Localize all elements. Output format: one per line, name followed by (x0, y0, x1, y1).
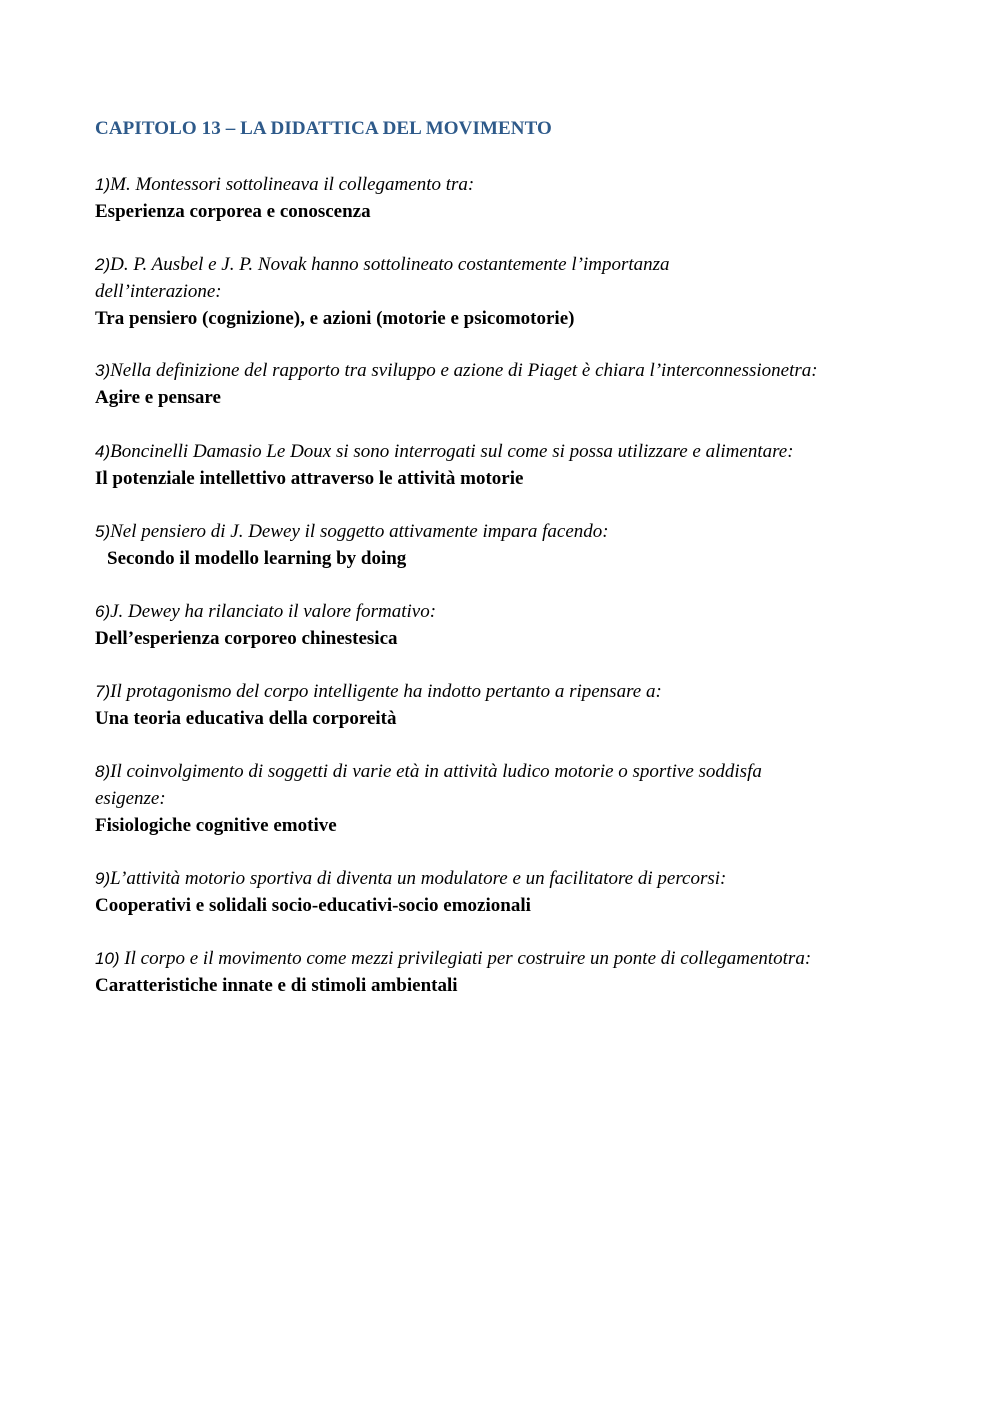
question-number: 6) (95, 602, 111, 621)
answer-text: Caratteristiche innate e di stimoli ambientali (95, 975, 458, 996)
question-item (95, 518, 895, 572)
answer-text: Il potenziale intellettivo attraverso le attività motorie (95, 468, 524, 489)
question-item (95, 598, 895, 652)
answer-text: Dell’esperienza corporeo chinestesica (95, 628, 398, 649)
question-item (95, 758, 895, 839)
question-text: 10) Il corpo e il movimento come mezzi privilegiati per costruire un ponte di collegamentotra: (95, 948, 812, 969)
answer-text: Una teoria educativa della corporeità (95, 708, 397, 729)
question-item (95, 865, 895, 919)
question-number: 3) (95, 361, 111, 380)
answer-text: Esperienza corporea e conoscenza (95, 201, 371, 222)
question-text: 2)D. P. Ausbel e J. P. Novak hanno sottolineato costantemente l’importanza (95, 254, 670, 275)
question-text: 7)Il protagonismo del corpo intelligente ha indotto pertanto a ripensare a: (95, 681, 662, 702)
question-text: 1)M. Montessori sottolineava il collegamento tra: (95, 174, 475, 195)
question-number: 9) (95, 869, 111, 888)
question-number: 7) (95, 682, 111, 701)
question-text-continued: esigenze: (95, 788, 166, 809)
question-number: 2) (95, 255, 111, 274)
chapter-title: CAPITOLO 13 – LA DIDATTICA DEL MOVIMENTO (95, 118, 552, 139)
question-item (95, 357, 895, 411)
question-text: 5)Nel pensiero di J. Dewey il soggetto attivamente impara facendo: (95, 521, 609, 542)
question-item (95, 678, 895, 732)
question-number: 4) (95, 442, 111, 461)
answer-text: Agire e pensare (95, 387, 221, 408)
question-item (95, 251, 895, 332)
question-text: 4)Boncinelli Damasio Le Doux si sono interrogati sul come si possa utilizzare e alimentare: (95, 441, 794, 462)
question-item (95, 945, 895, 999)
question-number: 10) (95, 949, 125, 968)
question-text: 9)L’attività motorio sportiva di diventa un modulatore e un facilitatore di percorsi: (95, 868, 727, 889)
question-number: 8) (95, 762, 111, 781)
answer-text: Secondo il modello learning by doing (107, 548, 407, 569)
question-number: 1) (95, 175, 111, 194)
question-item (95, 171, 895, 225)
question-text: 3)Nella definizione del rapporto tra sviluppo e azione di Piaget è chiara l’interconnessionetra: (95, 360, 818, 381)
question-item (95, 438, 895, 492)
question-number: 5) (95, 522, 111, 541)
question-text: 6)J. Dewey ha rilanciato il valore formativo: (95, 601, 437, 622)
answer-text: Cooperativi e solidali socio-educativi-socio emozionali (95, 895, 531, 916)
answer-text: Tra pensiero (cognizione), e azioni (motorie e psicomotorie) (95, 308, 575, 329)
question-text: 8)Il coinvolgimento di soggetti di varie età in attività ludico motorie o sportive soddisfa (95, 761, 762, 782)
question-text-continued: dell’interazione: (95, 281, 222, 302)
answer-text: Fisiologiche cognitive emotive (95, 815, 337, 836)
